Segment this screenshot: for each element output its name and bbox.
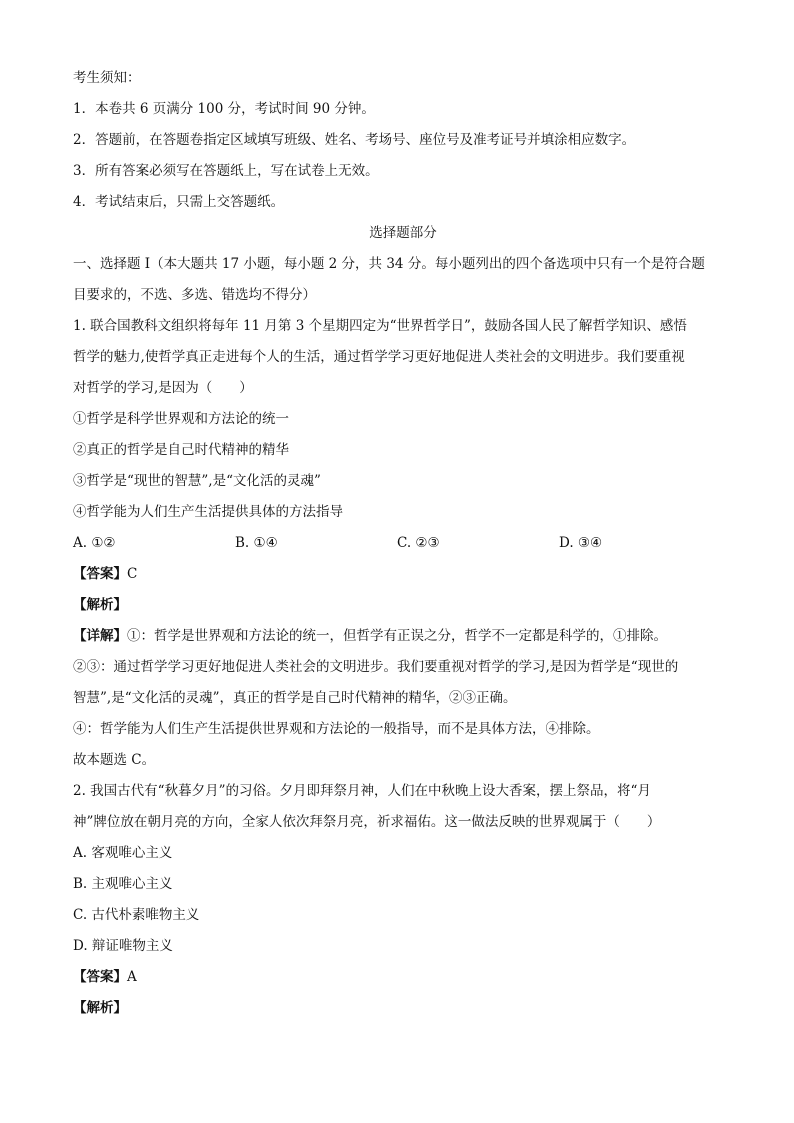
q1-option-a: A. ①② xyxy=(73,535,116,551)
q1-detail-line: ②③：通过哲学学习更好地促进人类社会的文明进步。我们要重视对哲学的学习,是因为哲学是“现世的 xyxy=(73,659,679,675)
detail-text: ①：哲学是世界观和方法论的统一，但哲学有正误之分，哲学不一定都是科学的，①排除。 xyxy=(127,628,667,644)
page-content xyxy=(73,63,733,1024)
answer-tag: 【答案】 xyxy=(73,566,127,582)
q1-statement: ①哲学是科学世界观和方法论的统一 xyxy=(73,411,289,427)
q1-option-d: D. ③④ xyxy=(559,535,603,551)
answer-tag: 【答案】 xyxy=(73,969,127,985)
answer-value: C xyxy=(127,566,138,582)
q1-option-c: C. ②③ xyxy=(397,535,440,551)
q2-option-b: B. 主观唯心主义 xyxy=(73,876,173,892)
q1-detail-line: 智慧”,是“文化活的灵魂”，真正的哲学是自己时代精神的精华，②③正确。 xyxy=(73,690,517,706)
q1-detail-line xyxy=(73,621,733,652)
q1-stem-line: 哲学的魅力,使哲学真正走进每个人的生活，通过哲学学习更好地促进人类社会的文明进步。我们要重视 xyxy=(73,349,685,365)
q2-option-c: C. 古代朴素唯物主义 xyxy=(73,907,200,923)
q1-answer xyxy=(73,559,733,590)
q1-stem-line: 1. 联合国教科文组织将每年 11 月第 3 个星期四定为“世界哲学日”，鼓励各国人民了解哲学知识、感悟 xyxy=(73,318,687,334)
q1-stem-line: 对哲学的学习,是因为（ ） xyxy=(73,380,253,396)
q1-statement: ④哲学能为人们生产生活提供具体的方法指导 xyxy=(73,504,343,520)
analysis-tag: 【解析】 xyxy=(73,597,127,613)
q2-analysis xyxy=(73,993,733,1024)
q1-analysis xyxy=(73,590,733,621)
detail-tag: 【详解】 xyxy=(73,628,127,644)
q2-option-a: A. 客观唯心主义 xyxy=(73,845,173,861)
q1-options xyxy=(73,528,733,559)
notice-item: 4．考试结束后，只需上交答题纸。 xyxy=(73,194,285,210)
q1-detail-line: 故本题选 C。 xyxy=(73,752,156,768)
q2-stem-line: 2. 我国古代有“秋暮夕月”的习俗。夕月即拜祭月神，人们在中秋晚上设大香案，摆上祭品，将“月 xyxy=(73,783,651,799)
q1-statement: ③哲学是“现世的智慧”,是“文化活的灵魂” xyxy=(73,473,321,489)
notice-item: 2．答题前，在答题卷指定区域填写班级、姓名、考场号、座位号及准考证号并填涂相应数字。 xyxy=(73,132,636,148)
q2-option-d: D. 辩证唯物主义 xyxy=(73,938,173,954)
section-title: 选择题部分 xyxy=(369,225,437,241)
q1-detail-line: ④：哲学能为人们生产生活提供世界观和方法论的一般指导，而不是具体方法，④排除。 xyxy=(73,721,600,737)
answer-value: A xyxy=(127,969,137,985)
notice-title: 考生须知： xyxy=(73,70,141,86)
analysis-tag: 【解析】 xyxy=(73,1000,127,1016)
notice-item: 1．本卷共 6 页满分 100 分，考试时间 90 分钟。 xyxy=(73,101,375,117)
q2-answer xyxy=(73,962,733,993)
q1-statement: ②真正的哲学是自己时代精神的精华 xyxy=(73,442,289,458)
part-heading-line: 一、选择题 I（本大题共 17 小题，每小题 2 分，共 34 分。每小题列出的四个备选项中只有一个是符合题 xyxy=(73,256,705,272)
notice-item: 3．所有答案必须写在答题纸上，写在试卷上无效。 xyxy=(73,163,379,179)
q2-stem-line: 神”牌位放在朝月亮的方向，全家人依次拜祭月亮，祈求福佑。这一做法反映的世界观属于（ ） xyxy=(73,814,661,830)
q1-option-b: B. ①④ xyxy=(235,535,278,551)
part-heading-line: 目要求的，不选、多选、错选均不得分） xyxy=(73,287,316,303)
